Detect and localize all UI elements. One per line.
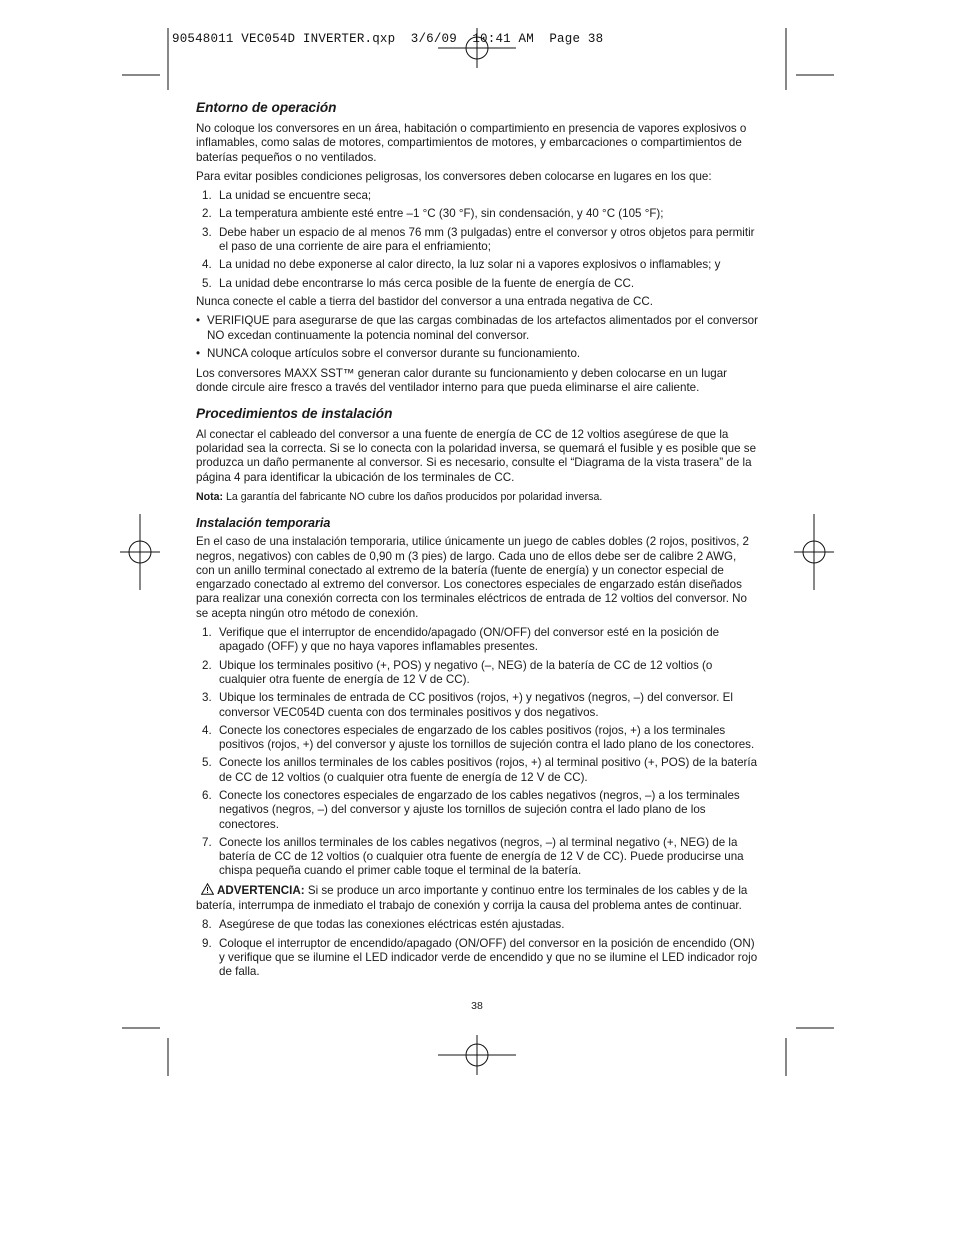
list-text: La unidad no debe exponerse al calor directo, la luz solar ni a vapores explosivos o inflamables; y — [219, 258, 721, 272]
list-item — [196, 937, 758, 980]
paragraph: No coloque los conversores en un área, habitación o compartimiento en presencia de vapores explosivos o inflamables, como salas de motores, compartimientos de motores, y embarcaciones o compartimientos de baterías pequeños o no ventilados. — [196, 122, 747, 164]
numbered-list — [196, 626, 758, 879]
list-item — [196, 258, 758, 272]
bullet: • — [196, 314, 201, 328]
list-item — [196, 756, 758, 785]
list-number: 3. — [202, 691, 212, 705]
subsection-title: Instalación temporaria — [196, 516, 331, 531]
list-text: Ubique los terminales de entrada de CC positivos (rojos, +) y negativos (negros, –) del conversor. El conversor VEC054D cuenta con dos terminales positivos y dos negativos. — [219, 691, 733, 719]
paragraph: Para evitar posibles condiciones peligrosas, los conversores deben colocarse en lugares en los que: — [196, 169, 712, 183]
list-number: 9. — [202, 936, 212, 950]
list-item — [196, 789, 758, 832]
list-text: La unidad debe encontrarse lo más cerca posible de la fuente de energía de CC. — [219, 276, 635, 290]
list-item — [196, 314, 758, 343]
paragraph: Nunca conecte el cable a tierra del bastidor del conversor a una entrada negativa de CC. — [196, 294, 653, 308]
section-title: Procedimientos de instalación — [196, 405, 393, 421]
list-text: La unidad se encuentre seca; — [219, 189, 372, 203]
paragraph: Los conversores MAXX SST™ generan calor durante su funcionamiento y deben colocarse en un lugar donde circule aire fresco a través del ventilador interno para que pueda eliminarse el aire caliente. — [196, 367, 728, 395]
list-number: 4. — [202, 258, 212, 272]
warning-triangle-icon — [201, 883, 214, 899]
list-number: 3. — [202, 225, 212, 239]
section-temporary-installation — [196, 516, 758, 979]
section-operating-environment — [196, 100, 758, 396]
list-text: VERIFIQUE para asegurarse de que las cargas combinadas de los artefactos alimentados por el conversor NO excedan continuamente la potencia nominal del conversor. — [207, 314, 758, 342]
list-text: Debe haber un espacio de al menos 76 mm (3 pulgadas) entre el conversor y otros objetos para permitir el paso de una corriente de aire para el enfriamiento; — [219, 225, 755, 254]
page-content — [196, 100, 758, 984]
page-number: 38 — [471, 1000, 483, 1012]
list-item — [196, 189, 758, 203]
list-number: 2. — [202, 207, 212, 221]
list-item — [196, 347, 758, 361]
note-label: Nota: — [196, 490, 224, 503]
numbered-list — [196, 189, 758, 291]
list-item — [196, 659, 758, 688]
list-text: Conecte los anillos terminales de los cables positivos (rojos, +) al terminal positivo (+, POS) de la batería de CC de 12 voltios (o cualquier otra fuente de energía de 12 V de CC). — [219, 756, 758, 784]
list-text: Conecte los conectores especiales de engarzado de los cables negativos (negros, –) a los terminales negativos (negros, –) del conversor y ajuste los tornillos de sujeción contra el lado plano de los conectores. — [219, 788, 740, 831]
list-number: 7. — [202, 835, 212, 849]
file-slug: 90548011 VEC054D INVERTER.qxp 3/6/09 10:41 AM Page 38 — [172, 32, 604, 46]
list-text: Conecte los conectores especiales de engarzado de los cables positivos (rojos, +) a los terminales positivos (rojos, +) del conversor y ajuste los tornillos de sujeción contra el lado plano de los conectores. — [219, 723, 755, 752]
numbered-list — [196, 918, 758, 979]
section-installation-procedures — [196, 406, 758, 504]
list-number: 6. — [202, 788, 212, 802]
list-item — [196, 626, 758, 655]
warning-label: ADVERTENCIA: — [217, 883, 305, 897]
list-item — [196, 277, 758, 291]
list-number: 2. — [202, 658, 212, 672]
paragraph: En el caso de una instalación temporaria, utilice únicamente un juego de cables dobles (2 rojos, positivos, 2 negros, negativos) con cables de 0,90 m (3 pies) de largo. Cada uno de ellos debe ser de calibre 2 AWG, con un anillo terminal conectado al extremo de la batería (fuente de energía) y un conector especial de engarzado conectado al extremo del conversor. Los conectores especiales de engarzado están diseñados para realizar una conexión correcta con los terminales eléctricos de entrada de 12 voltios del conversor. No se acepta ningún otro método de conexión. — [196, 535, 749, 620]
list-number: 5. — [202, 276, 212, 290]
list-text: Verifique que el interruptor de encendido/apagado (ON/OFF) del conversor esté en la posición de apagado (OFF) y que no haya vapores inflamables presentes. — [219, 626, 720, 654]
section-title: Entorno de operación — [196, 100, 337, 115]
list-item — [196, 691, 758, 720]
list-number: 1. — [202, 626, 212, 640]
bullet: • — [196, 346, 201, 360]
note — [196, 490, 758, 504]
list-number: 8. — [202, 918, 212, 932]
paragraph: Al conectar el cableado del conversor a una fuente de energía de CC de 12 voltios asegúrese de que la polaridad sea la correcta. Si se lo conecta con la polaridad inversa, se quemará el fusible y es posible que se produzca un daño permanente al conversor. Si es necesario, consulte el “Diagrama de la vista trasera” de la página 4 para identificar la ubicación de los terminales de CC. — [196, 427, 757, 484]
warning-text: Si se produce un arco importante y continuo entre los terminales de los cables y de la batería, interrumpa de inmediato el trabajo de conexión y corrija la causa del problema antes de continuar. — [196, 883, 748, 913]
list-number: 5. — [202, 756, 212, 770]
list-item — [196, 207, 758, 221]
list-item — [196, 226, 758, 255]
list-item — [196, 918, 758, 932]
list-item — [196, 836, 758, 879]
list-text: Coloque el interruptor de encendido/apagado (ON/OFF) del conversor en la posición de encendido (ON) y verifique que se ilumine el LED indicador verde de encendido y que no se ilumine el LED indicador rojo de falla. — [219, 936, 758, 979]
list-text: Conecte los anillos terminales de los cables negativos (negros, –) al terminal negativo (+, NEG) de la batería de CC de 12 voltios (o cualquier otra fuente de energía de 12 V de CC). Puede producirse una chispa pequeña cuando el primer cable toque el terminal de la batería. — [219, 835, 744, 878]
bullet-list — [196, 314, 758, 361]
list-text: Ubique los terminales positivo (+, POS) y negativo (–, NEG) de la batería de CC de 12 voltios (o cualquier otra fuente de energía de 12 V de CC). — [219, 658, 713, 686]
warning — [196, 883, 758, 914]
list-number: 1. — [202, 189, 212, 203]
list-text: NUNCA coloque artículos sobre el conversor durante su funcionamiento. — [207, 346, 581, 360]
note-text: La garantía del fabricante NO cubre los daños producidos por polaridad inversa. — [223, 490, 603, 503]
list-item — [196, 724, 758, 753]
list-text: La temperatura ambiente esté entre –1 °C (30 °F), sin condensación, y 40 °C (105 °F); — [219, 207, 664, 221]
list-text: Asegúrese de que todas las conexiones eléctricas estén ajustadas. — [219, 918, 565, 932]
list-number: 4. — [202, 723, 212, 737]
